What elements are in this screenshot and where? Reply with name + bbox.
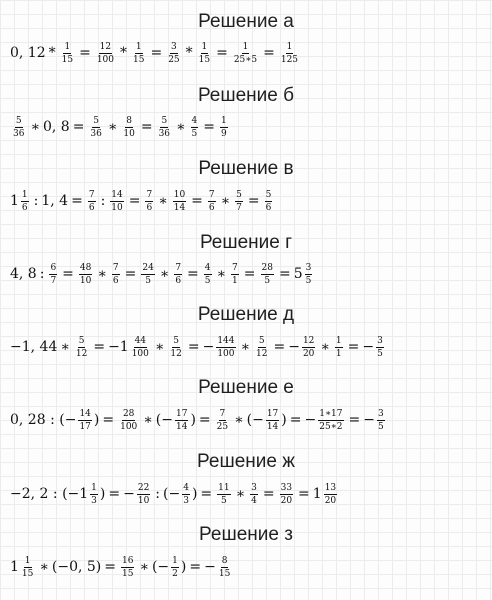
fraction (171, 556, 179, 579)
fraction-numerator: 7 (219, 408, 226, 419)
fraction (218, 556, 231, 579)
fraction-denominator: 5 (191, 128, 198, 139)
fraction-numerator: 11 (218, 482, 230, 493)
operator: ∗ (320, 339, 330, 355)
operator: = (140, 119, 153, 135)
fraction-numerator: 1 (91, 482, 97, 493)
mixed-whole-part: 1 (10, 193, 19, 209)
fraction (220, 116, 228, 139)
number-term: − (363, 412, 375, 428)
fraction (49, 263, 57, 286)
fraction-numerator: 17 (266, 408, 279, 419)
fraction (79, 263, 92, 286)
fraction-numerator: 7 (175, 262, 182, 273)
number-term: 1, 4 (41, 193, 69, 209)
fraction-denominator: 7 (50, 275, 57, 286)
number-term: − (123, 486, 135, 502)
fraction-numerator: 7 (232, 262, 238, 273)
number-term: −2, 2 : (−1 (10, 486, 89, 502)
operator: = (72, 119, 85, 135)
fraction (141, 263, 154, 286)
fraction-denominator: 20 (302, 348, 315, 359)
number-term: −1, 44 (10, 339, 58, 355)
number-term: ) (281, 412, 287, 428)
operator: = (247, 193, 260, 209)
solution-equation-d (10, 332, 386, 362)
fraction (112, 263, 120, 286)
fraction-denominator: 15 (133, 54, 145, 65)
fraction (61, 42, 74, 65)
operator: ∗ (159, 266, 170, 282)
fraction-denominator: 10 (137, 495, 150, 506)
fraction-numerator: 1 (21, 189, 28, 200)
operator: = (104, 559, 116, 575)
fraction-numerator: 3 (171, 41, 177, 52)
operator: = (150, 45, 163, 61)
fraction-denominator: 5 (145, 275, 151, 286)
fraction (250, 483, 258, 506)
operator: = (200, 486, 213, 502)
fraction-denominator: 36 (13, 128, 25, 139)
fraction-numerator: 33 (280, 482, 293, 493)
fraction-denominator: 15 (198, 54, 211, 65)
fraction-numerator: 7 (88, 189, 95, 200)
fraction-denominator: 5 (377, 421, 384, 432)
fraction-denominator: 6 (88, 202, 95, 213)
fraction-denominator: 20 (280, 495, 293, 506)
fraction-numerator: 10 (173, 189, 186, 200)
fraction (182, 483, 190, 506)
fraction-numerator: 7 (146, 189, 153, 200)
fraction (89, 116, 102, 139)
fraction-denominator: 10 (111, 202, 123, 213)
fraction-numerator: 6 (50, 262, 57, 273)
mixed-whole-part: −1 (108, 339, 129, 355)
operator: ∗ (60, 339, 70, 355)
fraction (96, 42, 115, 65)
mixed-whole-part: 1 (312, 486, 322, 502)
operator: = (62, 266, 74, 282)
fraction-numerator: 1 (201, 41, 208, 52)
operator: ∗ (39, 559, 49, 575)
fraction (204, 263, 212, 286)
fraction-numerator: 4 (204, 262, 211, 273)
fraction-numerator: 24 (142, 262, 154, 273)
mixed-whole-part: 5 (293, 266, 303, 282)
fraction-denominator: 25 (216, 421, 229, 432)
operator: = (289, 412, 302, 428)
fraction-denominator: 5 (377, 348, 383, 359)
fraction-denominator: 6 (21, 202, 28, 213)
operator: = (198, 412, 211, 428)
number-term: 0, 12 (10, 45, 46, 61)
fraction-denominator: 17 (79, 421, 91, 432)
operator: ∗ (107, 119, 118, 135)
fraction (266, 409, 279, 432)
fraction-denominator: 12 (256, 348, 268, 359)
operator: = (273, 339, 286, 355)
fraction-denominator: 15 (61, 54, 74, 65)
fraction-numerator: 1∗17 (319, 408, 343, 419)
fraction (122, 116, 135, 139)
fraction-denominator: 5 (305, 275, 312, 286)
fraction (173, 190, 186, 213)
fraction-denominator: 14 (173, 202, 186, 213)
fraction-numerator: 1 (64, 41, 71, 52)
fraction (75, 336, 88, 359)
fraction-numerator: 3 (377, 335, 383, 346)
fraction-numerator: 4 (191, 115, 198, 126)
operator: = (263, 45, 275, 61)
operator: ∗ (143, 412, 153, 428)
operator: ∗ (158, 193, 168, 209)
operator: ∗ (240, 339, 251, 355)
operator: = (93, 339, 106, 355)
fraction (280, 42, 299, 65)
operator: = (243, 266, 256, 282)
fraction-denominator: 15 (218, 568, 231, 579)
fraction (216, 336, 235, 359)
fraction-denominator: 125 (280, 54, 299, 65)
operator: : (33, 193, 39, 209)
fraction-denominator: 36 (90, 128, 102, 139)
operator: * (120, 45, 127, 61)
fraction-denominator: 9 (221, 128, 227, 139)
fraction-numerator: 22 (137, 482, 150, 493)
fraction (121, 556, 134, 579)
fraction-numerator: 1 (286, 41, 293, 52)
fraction (217, 483, 230, 506)
fraction (280, 483, 293, 506)
fraction-denominator: 100 (217, 348, 235, 359)
fraction-numerator: 1 (172, 555, 178, 566)
number-term: ) (93, 412, 100, 428)
fraction-numerator: 144 (217, 335, 235, 346)
operator: ∗ (97, 266, 107, 282)
operator: ∗ (176, 119, 186, 135)
fraction-numerator: 3 (377, 408, 384, 419)
fraction-denominator: 6 (175, 275, 182, 286)
solution-heading-zh: Решение ж (197, 451, 295, 472)
fraction-denominator: 12 (75, 348, 88, 359)
number-term: − (202, 339, 215, 355)
fraction (132, 42, 145, 65)
solution-equation-z (10, 552, 233, 582)
fraction (255, 336, 268, 359)
fraction-denominator: 14 (176, 421, 188, 432)
fraction (21, 190, 29, 213)
operator: = (79, 45, 91, 61)
fraction-numerator: 12 (302, 335, 315, 346)
fraction-numerator: 12 (99, 41, 112, 52)
fraction (233, 42, 258, 65)
operator: = (191, 193, 203, 209)
fraction (88, 190, 96, 213)
fraction-denominator: 12 (170, 348, 182, 359)
operator: = (216, 45, 228, 61)
fraction (175, 409, 188, 432)
fraction-numerator: 13 (324, 482, 337, 493)
solution-equation-e (10, 405, 387, 435)
operator: * (185, 45, 193, 61)
operator: = (108, 486, 121, 502)
fraction-numerator: 5 (258, 335, 265, 346)
operator: ∗ (216, 266, 227, 282)
fraction-denominator: 10 (79, 275, 92, 286)
operator: = (298, 486, 310, 502)
fraction-denominator: 15 (122, 568, 134, 579)
fraction-numerator: 28 (261, 262, 273, 273)
operator: = (187, 339, 200, 355)
fraction-numerator: 17 (176, 408, 188, 419)
operator: = (71, 193, 83, 209)
fraction-numerator: 4 (183, 482, 189, 493)
fraction-denominator: 1 (232, 275, 238, 286)
fraction-denominator: 100 (96, 54, 114, 65)
fraction-numerator: 5 (78, 335, 85, 346)
fraction-denominator: 6 (208, 202, 215, 213)
fraction-denominator: 6 (112, 275, 119, 286)
fraction-denominator: 25∗2 (319, 421, 343, 432)
fraction (377, 409, 385, 432)
fraction-denominator: 25∗5 (233, 54, 258, 65)
fraction-numerator: 1 (335, 335, 342, 346)
fraction (302, 336, 315, 359)
number-term: (− (155, 412, 173, 428)
fraction-denominator: 10 (123, 128, 135, 139)
number-term: 4, 8 (10, 266, 37, 282)
operator: : (39, 266, 45, 282)
fraction-denominator: 15 (21, 568, 34, 579)
fraction (145, 190, 153, 213)
operator: * (48, 45, 56, 61)
fraction (216, 409, 229, 432)
fraction-denominator: 1 (335, 348, 342, 359)
operator: : (100, 193, 106, 209)
fraction (90, 483, 98, 506)
fraction-denominator: 4 (251, 495, 257, 506)
solution-heading-v: Решение в (198, 158, 294, 179)
solution-equation-g (10, 259, 314, 289)
fraction-denominator: 100 (131, 348, 149, 359)
fraction (12, 116, 25, 139)
fraction (376, 336, 384, 359)
number-term: (− (151, 559, 170, 575)
solution-heading-b: Решение б (197, 85, 295, 106)
fraction-denominator: 25 (168, 54, 180, 65)
operator: ∗ (234, 412, 244, 428)
fraction-numerator: 1 (24, 555, 31, 566)
fraction-denominator: 5 (264, 275, 271, 286)
fraction-numerator: 5 (173, 335, 179, 346)
fraction (119, 409, 138, 432)
solution-heading-g: Решение г (199, 232, 293, 253)
fraction-numerator: 28 (122, 408, 135, 419)
fraction-numerator: 5 (15, 115, 22, 126)
fraction (191, 116, 199, 139)
operator: = (347, 339, 360, 355)
fraction (335, 336, 343, 359)
fraction-numerator: 48 (79, 262, 92, 273)
fraction-numerator: 5 (236, 189, 242, 200)
fraction (235, 190, 243, 213)
operator: = (262, 486, 275, 502)
fraction (231, 263, 239, 286)
solution-heading-a: Решение а (198, 11, 294, 32)
fraction-denominator: 3 (91, 495, 97, 506)
fraction (208, 190, 216, 213)
number-term: 0, 28 : (− (10, 412, 77, 428)
fraction-numerator: 5 (265, 189, 272, 200)
fraction (78, 409, 91, 432)
fraction (261, 263, 274, 286)
fraction (158, 116, 171, 139)
operator: ∗ (154, 339, 165, 355)
fraction (305, 263, 313, 286)
operator: ∗ (220, 193, 231, 209)
fraction-denominator: 14 (266, 421, 279, 432)
operator: = (187, 266, 199, 282)
fraction-denominator: 36 (158, 128, 171, 139)
fraction-denominator: 7 (236, 202, 242, 213)
fraction-numerator: 7 (112, 262, 119, 273)
fraction-numerator: 1 (221, 115, 227, 126)
fraction (110, 190, 123, 213)
solution-equation-b (10, 112, 230, 142)
number-term: − (204, 559, 216, 575)
fraction-numerator: 3 (251, 482, 257, 493)
number-term: ) (99, 486, 106, 502)
operator: ∗ (139, 559, 149, 575)
operator: = (189, 559, 202, 575)
fraction-denominator: 5 (221, 495, 227, 506)
number-term: 0, 8 (42, 119, 70, 135)
number-term: (− (163, 486, 181, 502)
number-term: ) (190, 412, 196, 428)
mixed-whole-part: 1 (10, 559, 19, 575)
operator: ∗ (235, 486, 246, 502)
fraction-numerator: 1 (242, 41, 249, 52)
number-term: ) (191, 486, 198, 502)
fraction (137, 483, 150, 506)
fraction-numerator: 3 (305, 262, 312, 273)
fraction (167, 42, 180, 65)
number-term: ) (180, 559, 187, 575)
solution-heading-z: Решение з (199, 524, 293, 545)
number-term: − (304, 412, 317, 428)
fraction (324, 483, 337, 506)
fraction-numerator: 14 (111, 189, 123, 200)
fraction-numerator: 8 (221, 555, 228, 566)
fraction-numerator: 7 (208, 189, 215, 200)
solution-heading-d: Решение д (197, 304, 295, 325)
number-term: − (288, 339, 300, 355)
fraction-numerator: 5 (93, 115, 100, 126)
fraction-numerator: 44 (134, 335, 147, 346)
fraction (265, 190, 273, 213)
fraction-denominator: 2 (172, 568, 178, 579)
operator: = (102, 412, 115, 428)
operator: = (128, 193, 141, 209)
fraction-denominator: 6 (146, 202, 153, 213)
number-term: − (362, 339, 375, 355)
fraction-numerator: 16 (122, 555, 134, 566)
solution-equation-zh (10, 479, 339, 509)
fraction-numerator: 14 (79, 408, 91, 419)
fraction-denominator: 100 (120, 421, 138, 432)
operator: ∗ (30, 119, 40, 135)
operator: = (203, 119, 216, 135)
fraction-denominator: 5 (204, 275, 211, 286)
fraction-numerator: 5 (161, 115, 168, 126)
fraction (131, 336, 150, 359)
fraction (174, 263, 182, 286)
fraction-denominator: 3 (183, 495, 189, 506)
fraction-numerator: 8 (126, 115, 132, 126)
fraction-denominator: 6 (265, 202, 272, 213)
operator: = (348, 412, 361, 428)
solution-heading-e: Решение е (198, 377, 294, 398)
solution-equation-a (10, 38, 301, 68)
operator: = (278, 266, 291, 282)
operator: : (155, 486, 161, 502)
fraction (318, 409, 343, 432)
fraction (198, 42, 211, 65)
fraction (169, 336, 182, 359)
fraction (21, 556, 34, 579)
solution-equation-v (10, 186, 274, 216)
fraction-numerator: 1 (135, 41, 142, 52)
number-term: (− (246, 412, 264, 428)
operator: = (124, 266, 137, 282)
fraction-denominator: 20 (324, 495, 337, 506)
number-term: (−0, 5) (51, 559, 102, 575)
